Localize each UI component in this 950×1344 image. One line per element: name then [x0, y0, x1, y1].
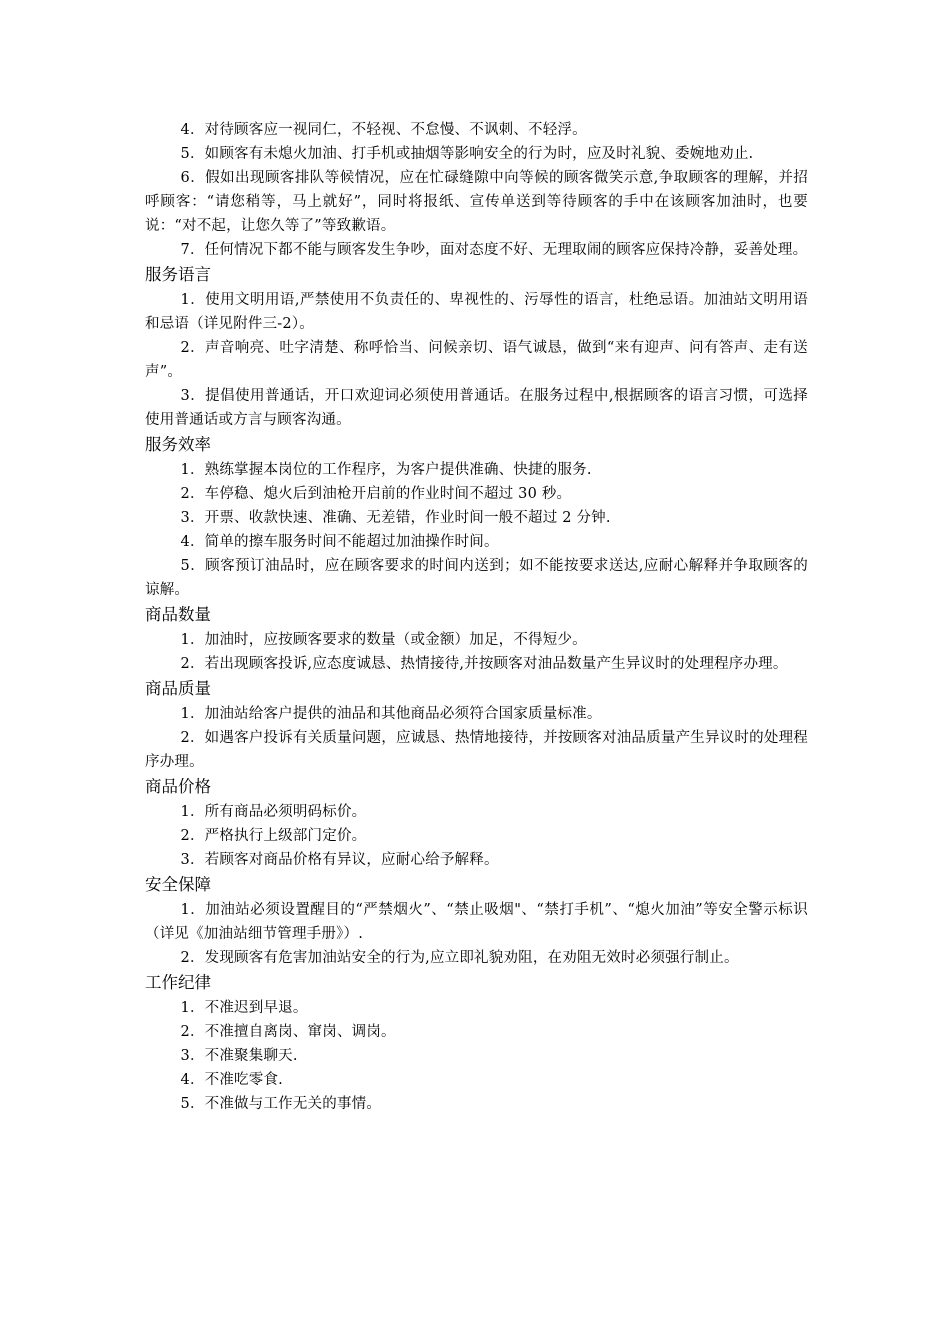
paragraph: 1．加油站给客户提供的油品和其他商品必须符合国家质量标准。 — [180, 706, 602, 722]
paragraph: 4．简单的擦车服务时间不能超过加油操作时间。 — [180, 534, 499, 550]
paragraph: 3．开票、收款快速、准确、无差错，作业时间一般不超过 2 分钟. — [180, 510, 611, 526]
paragraph: 3．提倡使用普通话，开口欢迎词必须使用普通话。在服务过程中,根据顾客的语言习惯，可选择使用普通话或方言与顾客沟通。 — [145, 388, 808, 428]
section-heading-service-language: 服务语言 — [145, 265, 211, 284]
paragraph: 1．所有商品必须明码标价。 — [180, 804, 367, 820]
paragraph: 1．加油时，应按顾客要求的数量（或金额）加足，不得短少。 — [180, 632, 587, 648]
paragraph: 2．声音响亮、吐字清楚、称呼恰当、问候亲切、语气诚恳，做到“来有迎声、问有答声、走有送声”。 — [145, 340, 808, 380]
paragraph: 2．车停稳、熄火后到油枪开启前的作业时间不超过 30 秒。 — [180, 486, 572, 502]
section-heading-work-discipline: 工作纪律 — [145, 973, 211, 992]
paragraph: 2．严格执行上级部门定价。 — [180, 828, 367, 844]
paragraph: 2．如遇客户投诉有关质量问题，应诚恳、热情地接待，并按顾客对油品质量产生异议时的处理程序办理。 — [145, 730, 808, 770]
paragraph: 4．对待顾客应一视同仁，不轻视、不怠慢、不讽刺、不轻浮。 — [180, 122, 587, 138]
paragraph: 6．假如出现顾客排队等候情况，应在忙碌缝隙中向等候的顾客微笑示意,争取顾客的理解，并招呼顾客：“请您稍等，马上就好”，同时将报纸、宣传单送到等待顾客的手中在该顾客加油时，也要说：“对不起，让您久等了”等致歉语。 — [145, 170, 808, 234]
paragraph: 2．不准擅自离岗、窜岗、调岗。 — [180, 1024, 396, 1040]
paragraph: 5．如顾客有未熄火加油、打手机或抽烟等影响安全的行为时，应及时礼貌、委婉地劝止. — [180, 146, 754, 162]
section-heading-goods-quantity: 商品数量 — [145, 605, 211, 624]
paragraph: 1．使用文明用语,严禁使用不负责任的、卑视性的、污辱性的语言，杜绝忌语。加油站文明用语和忌语（详见附件三-2）。 — [145, 292, 808, 332]
paragraph: 4．不准吃零食. — [180, 1072, 283, 1088]
paragraph: 2．若出现顾客投诉,应态度诚恳、热情接待,并按顾客对油品数量产生异议时的处理程序办理。 — [180, 656, 788, 672]
paragraph: 5．不准做与工作无关的事情。 — [180, 1096, 382, 1112]
section-heading-goods-quality: 商品质量 — [145, 679, 211, 698]
section-heading-safety: 安全保障 — [145, 875, 211, 894]
section-heading-service-efficiency: 服务效率 — [145, 435, 211, 454]
paragraph: 1．熟练掌握本岗位的工作程序，为客户提供准确、快捷的服务. — [180, 462, 592, 478]
paragraph: 3．不准聚集聊天. — [180, 1048, 298, 1064]
paragraph: 3．若顾客对商品价格有异议，应耐心给予解释。 — [180, 852, 499, 868]
document-body — [145, 118, 808, 1116]
paragraph: 5．顾客预订油品时，应在顾客要求的时间内送到；如不能按要求送达,应耐心解释并争取顾客的谅解。 — [145, 558, 808, 598]
section-heading-goods-price: 商品价格 — [145, 777, 211, 796]
paragraph: 1．加油站必须设置醒目的“严禁烟火”、“禁止吸烟"、“禁打手机”、“熄火加油”等安全警示标识（详见《加油站细节管理手册》）. — [145, 902, 808, 942]
paragraph: 2．发现顾客有危害加油站安全的行为,应立即礼貌劝阻，在劝阻无效时必须强行制止。 — [180, 950, 739, 966]
paragraph: 7．任何情况下都不能与顾客发生争吵，面对态度不好、无理取闹的顾客应保持冷静，妥善处理。 — [180, 242, 808, 258]
paragraph: 1．不准迟到早退。 — [180, 1000, 308, 1016]
